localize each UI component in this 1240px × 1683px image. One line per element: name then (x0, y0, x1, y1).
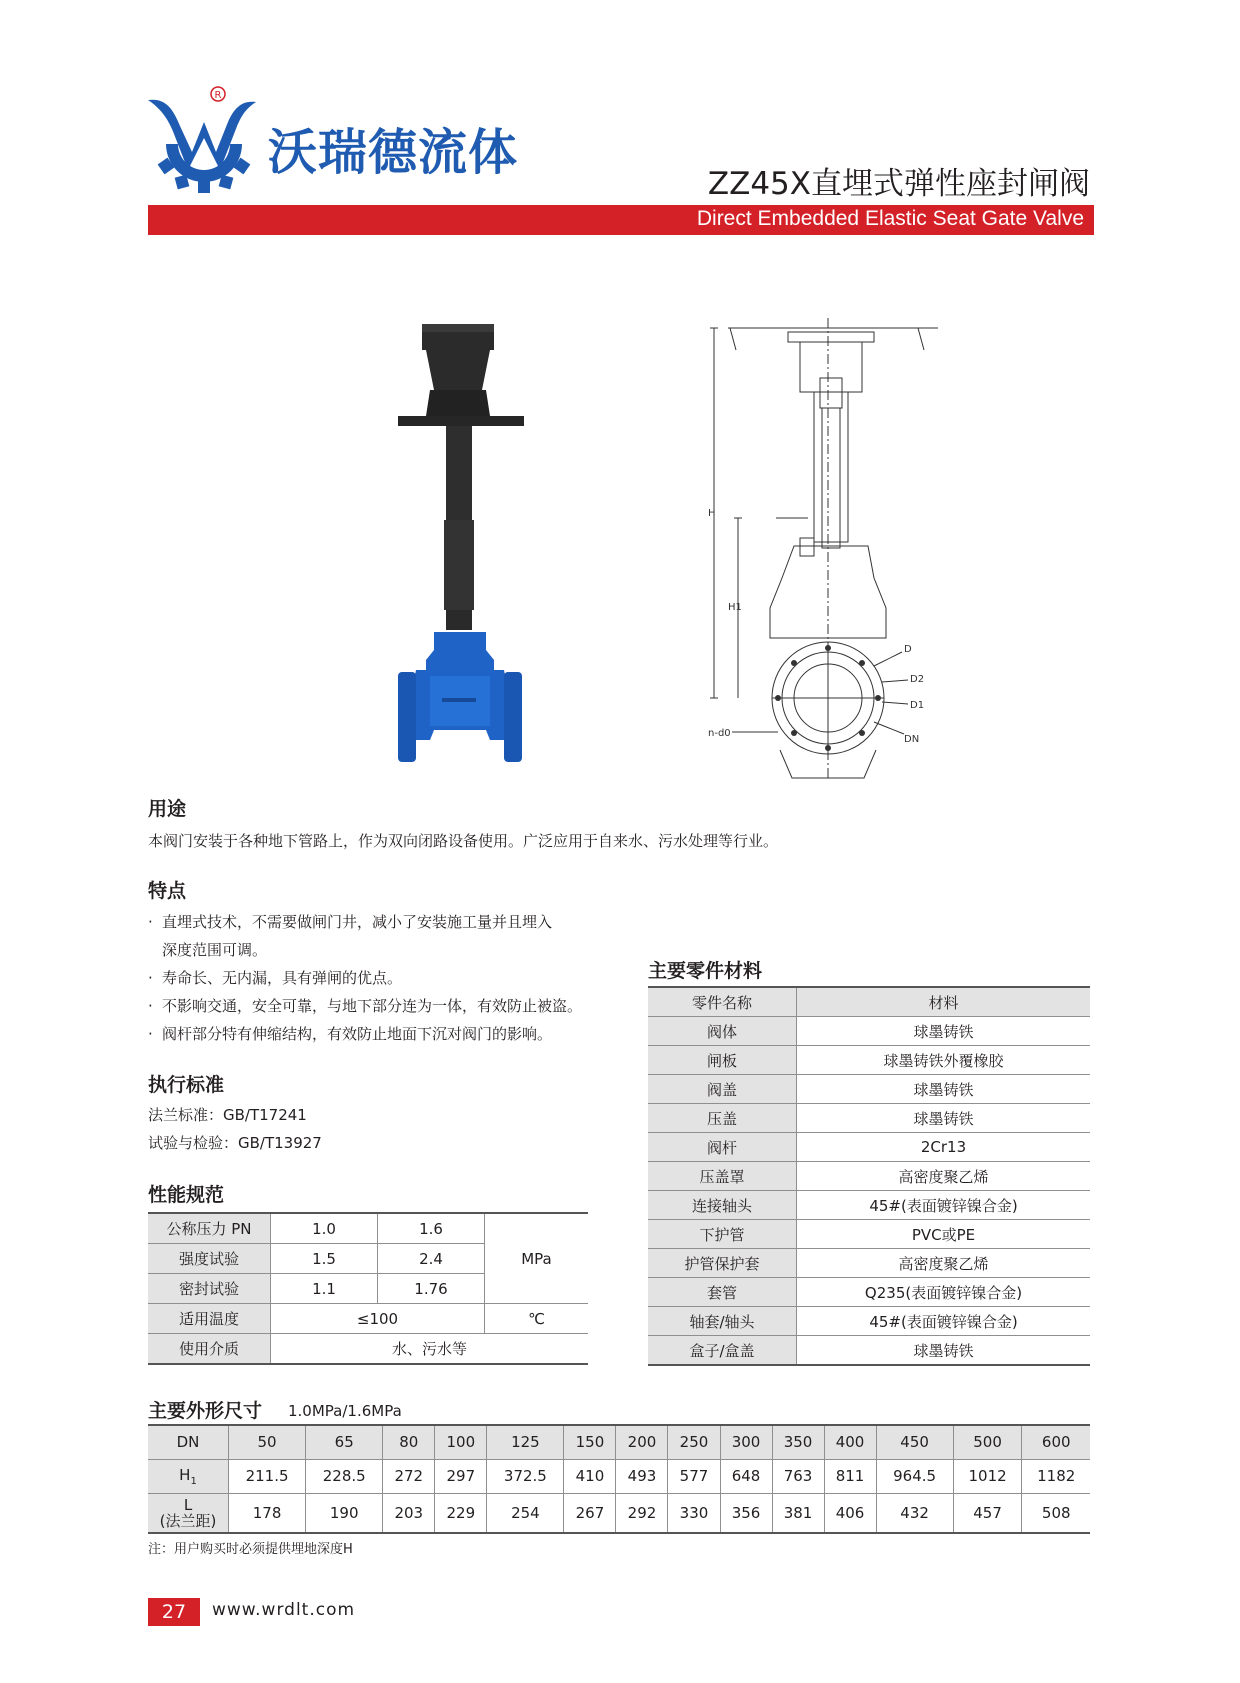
h1-subscript: 1 (190, 1475, 197, 1487)
l-cell: 406 (824, 1493, 876, 1533)
table-row: 护管保护套 高密度聚乙烯 (648, 1249, 1090, 1278)
table-row (148, 1334, 588, 1365)
cell: 1.5 (271, 1244, 378, 1274)
h1-cell: 577 (668, 1459, 720, 1493)
cell: 1.0 (271, 1213, 378, 1244)
label-D2: D2 (910, 674, 925, 685)
table-row: 下护管 PVC或PE (648, 1220, 1090, 1249)
l-cell: 356 (720, 1493, 772, 1533)
cell: 水、污水等 (271, 1334, 589, 1365)
l-cell: 178 (229, 1493, 306, 1533)
header-cell: 零件名称 (648, 987, 797, 1017)
product-title: ZZ45X直埋式弹性座封闸阀 (707, 166, 1090, 202)
feature-item: · 直埋式技术，不需要做闸门井，减小了安装施工量并且埋入 (148, 913, 553, 931)
label-D1: D1 (910, 700, 925, 711)
table-row: 盒子/盒盖 球墨铸铁 (648, 1336, 1090, 1366)
dimensions-title: 主要外形尺寸 (148, 1400, 263, 1422)
valve-drawing (708, 318, 948, 802)
page-number: 27 (148, 1598, 200, 1626)
cell: 1.1 (271, 1274, 378, 1304)
cell: 1.6 (378, 1213, 485, 1244)
l-cell: 190 (306, 1493, 383, 1533)
cell: 1.76 (378, 1274, 485, 1304)
dn-cell: 150 (564, 1425, 616, 1459)
cell: 适用温度 (148, 1304, 271, 1334)
dn-cell: 400 (824, 1425, 876, 1459)
h1-cell: 272 (383, 1459, 435, 1493)
dimensions-table (148, 1424, 1090, 1534)
purpose-title: 用途 (148, 798, 187, 820)
table-row (148, 1213, 588, 1244)
l-cell: 203 (383, 1493, 435, 1533)
h1-cell: 410 (564, 1459, 616, 1493)
table-row: 压盖 球墨铸铁 (648, 1104, 1090, 1133)
valve-photo (390, 320, 530, 784)
table-row: 阀盖 球墨铸铁 (648, 1075, 1090, 1104)
h1-row (148, 1459, 1090, 1493)
dn-cell: 50 (229, 1425, 306, 1459)
table-row: 压盖罩 高密度聚乙烯 (648, 1162, 1090, 1191)
h1-cell: 648 (720, 1459, 772, 1493)
h1-cell: 211.5 (229, 1459, 306, 1493)
h1-cell: 372.5 (487, 1459, 564, 1493)
dn-cell: 250 (668, 1425, 720, 1459)
cell: 公称压力 PN (148, 1213, 271, 1244)
dn-cell: 600 (1022, 1425, 1090, 1459)
purpose-text: 本阀门安装于各种地下管路上，作为双向闭路设备使用。广泛应用于自来水、污水处理等行业。 (148, 832, 779, 850)
l-cell: 254 (487, 1493, 564, 1533)
dimensions-subtitle: 1.0MPa/1.6MPa (288, 1402, 402, 1420)
label-H1: H1 (728, 602, 742, 613)
cell: ℃ (485, 1304, 589, 1334)
dn-cell: 350 (772, 1425, 824, 1459)
table-row: 阀杆 2Cr13 (648, 1133, 1090, 1162)
brand-logo (146, 86, 262, 200)
table-row: 闸板 球墨铸铁外覆橡胶 (648, 1046, 1090, 1075)
h1-cell: 964.5 (876, 1459, 953, 1493)
l-cell: 292 (616, 1493, 668, 1533)
dn-cell: 100 (435, 1425, 487, 1459)
h1-cell: 811 (824, 1459, 876, 1493)
label-H: H (708, 508, 716, 519)
brand-name: 沃瑞德流体 (268, 124, 519, 181)
l-cell: 330 (668, 1493, 720, 1533)
dn-cell: 200 (616, 1425, 668, 1459)
h1-cell: 1012 (953, 1459, 1022, 1493)
dn-row (148, 1425, 1090, 1459)
h1-cell: 297 (435, 1459, 487, 1493)
standards-title: 执行标准 (148, 1074, 225, 1096)
registered-mark: R (214, 90, 222, 101)
table-row: 轴套/轴头 45#(表面镀锌镍合金) (648, 1307, 1090, 1336)
cell: ≤100 (271, 1304, 485, 1334)
performance-title: 性能规范 (148, 1184, 225, 1206)
h1-cell: 493 (616, 1459, 668, 1493)
note: 注：用户购买时必须提供埋地深度H (148, 1542, 353, 1557)
row-label: DN (148, 1425, 229, 1459)
dn-cell: 450 (876, 1425, 953, 1459)
l-row (148, 1493, 1090, 1533)
performance-table (148, 1212, 588, 1365)
label-DN: DN (904, 734, 920, 745)
dn-cell: 125 (487, 1425, 564, 1459)
table-row: 连接轴头 45#(表面镀锌镍合金) (648, 1191, 1090, 1220)
h1-cell: 1182 (1022, 1459, 1090, 1493)
cell: 强度试验 (148, 1244, 271, 1274)
h1-cell: 228.5 (306, 1459, 383, 1493)
l-cell: 457 (953, 1493, 1022, 1533)
l-cell: 381 (772, 1493, 824, 1533)
dn-cell: 500 (953, 1425, 1022, 1459)
l-cell: 432 (876, 1493, 953, 1533)
l-cell: 508 (1022, 1493, 1090, 1533)
cell: 2.4 (378, 1244, 485, 1274)
materials-table (648, 986, 1090, 1366)
feature-item: 深度范围可调。 (162, 941, 268, 959)
features-title: 特点 (148, 880, 187, 902)
cell: 密封试验 (148, 1274, 271, 1304)
header-cell: 材料 (797, 987, 1091, 1017)
table-row (148, 1304, 588, 1334)
l-cell: 267 (564, 1493, 616, 1533)
l-cell: 229 (435, 1493, 487, 1533)
feature-item: · 寿命长、无内漏，具有弹闸的优点。 (148, 969, 403, 987)
features-list (148, 908, 628, 1048)
table-row: 阀体 球墨铸铁 (648, 1017, 1090, 1046)
row-label: $H_1$ (148, 1459, 229, 1493)
flange-standard: 法兰标准：GB/T17241 (148, 1106, 307, 1124)
cell: 使用介质 (148, 1334, 271, 1365)
feature-item: · 不影响交通，安全可靠，与地下部分连为一体，有效防止被盗。 (148, 997, 583, 1015)
materials-title: 主要零件材料 (648, 960, 763, 982)
test-standard: 试验与检验：GB/T13927 (148, 1134, 322, 1152)
dn-cell: 300 (720, 1425, 772, 1459)
pressure-unit-cell: MPa (485, 1213, 589, 1304)
table-header-row (648, 987, 1090, 1017)
product-title-en: Direct Embedded Elastic Seat Gate Valve (696, 207, 1084, 230)
h1-cell: 763 (772, 1459, 824, 1493)
feature-item: · 阀杆部分特有伸缩结构，有效防止地面下沉对阀门的影响。 (148, 1025, 553, 1043)
dn-cell: 65 (306, 1425, 383, 1459)
website-link[interactable]: www.wrdlt.com (212, 1600, 356, 1620)
table-row: 套管 Q235(表面镀锌镍合金) (648, 1278, 1090, 1307)
label-nd0: n-d0 (708, 728, 731, 739)
row-label: L (法兰距) (148, 1493, 229, 1533)
dn-cell: 80 (383, 1425, 435, 1459)
label-D: D (904, 644, 912, 655)
